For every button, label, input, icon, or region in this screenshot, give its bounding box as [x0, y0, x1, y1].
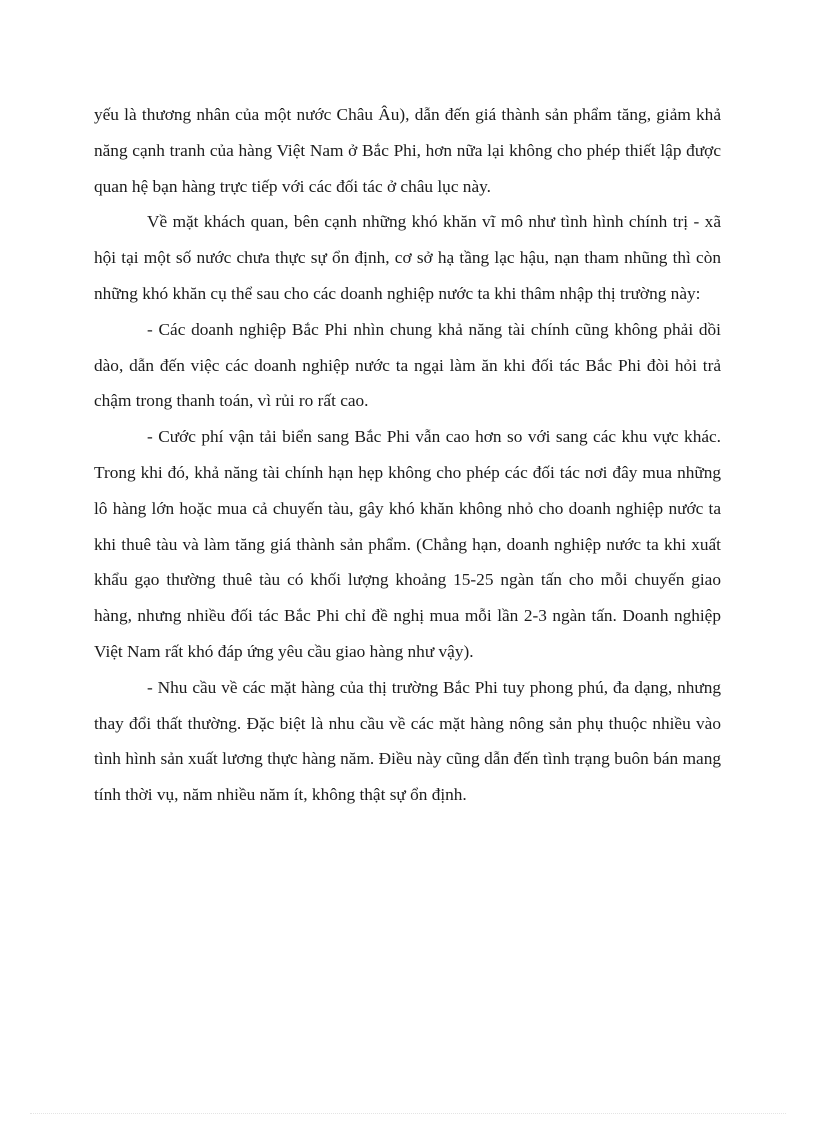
page-bottom-divider	[30, 1113, 786, 1114]
body-text	[94, 97, 721, 813]
paragraph-objective-difficulties: Về mặt khách quan, bên cạnh những khó khăn vĩ mô như tình hình chính trị - xã hội tại một số nước chưa thực sự ổn định, cơ sở hạ tầng lạc hậu, nạn tham nhũng thì còn những khó khăn cụ thể sau cho các doanh nghiệp nước ta khi thâm nhập thị trường này:	[94, 212, 721, 303]
paragraph-shipping-costs: - Cước phí vận tải biển sang Bắc Phi vẫn cao hơn so với sang các khu vực khác. Trong khi đó, khả năng tài chính hạn hẹp không cho phép các đối tác nơi đây mua những lô hàng lớn hoặc mua cả chuyến tàu, gây khó khăn không nhỏ cho doanh nghiệp nước ta khi thuê tàu và làm tăng giá thành sản phẩm. (Chẳng hạn, doanh nghiệp nước ta khi xuất khẩu gạo thường thuê tàu có khối lượng khoảng 15-25 ngàn tấn cho mỗi chuyến giao hàng, nhưng nhiều đối tác Bắc Phi chỉ đề nghị mua mỗi lần 2-3 ngàn tấn. Doanh nghiệp Việt Nam rất khó đáp ứng yêu cầu giao hàng như vậy).	[94, 427, 721, 661]
paragraph-continuation: yếu là thương nhân của một nước Châu Âu), dẫn đến giá thành sản phẩm tăng, giảm khả năng cạnh tranh của hàng Việt Nam ở Bắc Phi, hơn nữa lại không cho phép thiết lập được quan hệ bạn hàng trực tiếp với các đối tác ở châu lục này.	[94, 105, 721, 196]
paragraph-demand-volatility: - Nhu cầu về các mặt hàng của thị trường Bắc Phi tuy phong phú, đa dạng, nhưng thay đổi thất thường. Đặc biệt là nhu cầu về các mặt hàng nông sản phụ thuộc nhiều vào tình hình sản xuất lương thực hàng năm. Điều này cũng dẫn đến tình trạng buôn bán mang tính thời vụ, năm nhiều năm ít, không thật sự ổn định.	[94, 677, 721, 805]
paragraph-financial-capacity: - Các doanh nghiệp Bắc Phi nhìn chung khả năng tài chính cũng không phải dồi dào, dẫn đến việc các doanh nghiệp nước ta ngại làm ăn khi đối tác Bắc Phi đòi hỏi trả chậm trong thanh toán, vì rủi ro rất cao.	[94, 319, 721, 411]
